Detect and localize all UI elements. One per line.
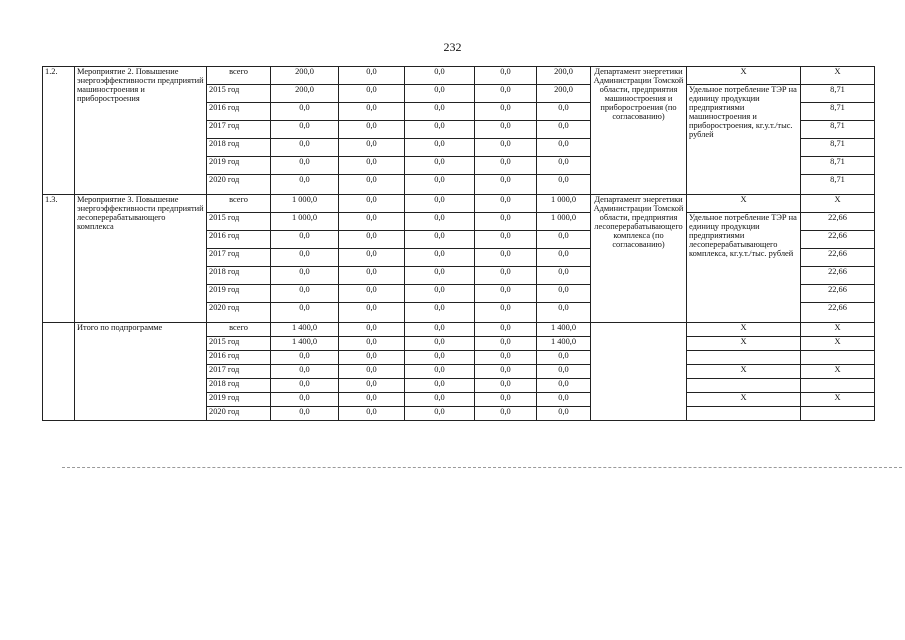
indicator-value: 22,66 (801, 303, 875, 323)
section-executor: Департамент энергетики Администрации Томской области, предприятия машиностроения и приборостроения (по согласованию) (591, 67, 687, 195)
amount-cell: 1 000,0 (271, 195, 339, 213)
period-cell: всего (207, 323, 271, 337)
amount-cell: 0,0 (537, 139, 591, 157)
amount-cell: 0,0 (475, 139, 537, 157)
amount-cell: 0,0 (339, 365, 405, 379)
amount-cell: 0,0 (405, 249, 475, 267)
indicator-value (801, 351, 875, 365)
footer-rule (62, 467, 902, 470)
section-index: 1.3. (43, 195, 75, 323)
amount-cell: 0,0 (475, 407, 537, 421)
table-row (43, 67, 875, 85)
indicator-mark (687, 379, 801, 393)
indicator-mark (687, 407, 801, 421)
section-description: Мероприятие 2. Повышение энергоэффективности предприятий машиностроения и приборостроения (75, 67, 207, 195)
amount-cell: 200,0 (537, 85, 591, 103)
period-cell: 2015 год (207, 85, 271, 103)
indicator-value: X (801, 365, 875, 379)
period-cell: 2019 год (207, 157, 271, 175)
amount-cell: 0,0 (271, 379, 339, 393)
indicator-mark: X (687, 323, 801, 337)
section-indicator: Удельное потребление ТЭР на единицу продукции предприятиями машиностроения и приборостроения, кг.у.т./тыс. рублей (687, 85, 801, 195)
indicator-value: X (801, 195, 875, 213)
period-cell: 2016 год (207, 103, 271, 121)
indicator-value: 8,71 (801, 85, 875, 103)
amount-cell: 0,0 (537, 285, 591, 303)
amount-cell: 0,0 (405, 351, 475, 365)
amount-cell: 1 000,0 (537, 213, 591, 231)
amount-cell: 0,0 (537, 365, 591, 379)
amount-cell: 0,0 (405, 103, 475, 121)
amount-cell: 0,0 (339, 175, 405, 195)
period-cell: 2019 год (207, 393, 271, 407)
period-cell: всего (207, 67, 271, 85)
page-number: 232 (443, 40, 462, 54)
amount-cell: 0,0 (405, 67, 475, 85)
amount-cell: 0,0 (405, 303, 475, 323)
indicator-value: 8,71 (801, 157, 875, 175)
amount-cell: 0,0 (339, 121, 405, 139)
indicator-value (801, 407, 875, 421)
amount-cell: 0,0 (405, 121, 475, 139)
period-cell: 2016 год (207, 351, 271, 365)
amount-cell: 0,0 (537, 303, 591, 323)
period-cell: 2016 год (207, 231, 271, 249)
amount-cell: 0,0 (271, 407, 339, 421)
amount-cell: 0,0 (339, 157, 405, 175)
amount-cell: 0,0 (405, 267, 475, 285)
amount-cell: 0,0 (271, 303, 339, 323)
indicator-mark: X (687, 195, 801, 213)
amount-cell: 0,0 (339, 103, 405, 121)
period-cell: 2020 год (207, 303, 271, 323)
period-cell: всего (207, 195, 271, 213)
amount-cell: 0,0 (339, 393, 405, 407)
section-executor: Департамент энергетики Администрации Томской области, предприятия лесоперерабатывающего комплекса (по согласованию) (591, 195, 687, 323)
indicator-value: 22,66 (801, 213, 875, 231)
amount-cell: 0,0 (475, 303, 537, 323)
period-cell: 2020 год (207, 407, 271, 421)
section-index: 1.2. (43, 67, 75, 195)
section-indicator: Удельное потребление ТЭР на единицу продукции предприятиями лесоперерабатывающего комплекса, кг.у.т./тыс. рублей (687, 213, 801, 323)
amount-cell: 0,0 (339, 351, 405, 365)
indicator-value: 22,66 (801, 285, 875, 303)
amount-cell: 0,0 (405, 231, 475, 249)
amount-cell: 0,0 (537, 231, 591, 249)
amount-cell: 0,0 (271, 175, 339, 195)
amount-cell: 0,0 (405, 407, 475, 421)
amount-cell: 0,0 (339, 303, 405, 323)
amount-cell: 0,0 (475, 175, 537, 195)
amount-cell: 200,0 (537, 67, 591, 85)
amount-cell: 0,0 (405, 85, 475, 103)
amount-cell: 0,0 (339, 213, 405, 231)
amount-cell: 0,0 (475, 365, 537, 379)
amount-cell: 0,0 (537, 103, 591, 121)
period-cell: 2019 год (207, 285, 271, 303)
period-cell: 2015 год (207, 337, 271, 351)
amount-cell: 0,0 (271, 157, 339, 175)
amount-cell: 0,0 (271, 249, 339, 267)
indicator-value: 8,71 (801, 103, 875, 121)
amount-cell: 0,0 (339, 323, 405, 337)
amount-cell: 0,0 (475, 157, 537, 175)
amount-cell: 0,0 (405, 323, 475, 337)
amount-cell: 0,0 (339, 231, 405, 249)
period-cell: 2017 год (207, 365, 271, 379)
indicator-mark: X (687, 365, 801, 379)
indicator-value: 22,66 (801, 249, 875, 267)
amount-cell: 0,0 (475, 379, 537, 393)
amount-cell: 0,0 (405, 157, 475, 175)
amount-cell: 1 400,0 (537, 323, 591, 337)
amount-cell: 0,0 (271, 285, 339, 303)
amount-cell: 0,0 (537, 379, 591, 393)
table-row (43, 195, 875, 213)
table-body (43, 67, 875, 421)
amount-cell: 0,0 (475, 323, 537, 337)
amount-cell: 0,0 (475, 67, 537, 85)
amount-cell: 0,0 (475, 351, 537, 365)
amount-cell: 0,0 (405, 393, 475, 407)
amount-cell: 0,0 (475, 213, 537, 231)
amount-cell: 0,0 (475, 121, 537, 139)
amount-cell: 0,0 (537, 249, 591, 267)
amount-cell: 0,0 (405, 379, 475, 393)
period-cell: 2015 год (207, 213, 271, 231)
table-row (43, 323, 875, 337)
period-cell: 2018 год (207, 267, 271, 285)
amount-cell: 0,0 (271, 365, 339, 379)
amount-cell: 1 400,0 (271, 323, 339, 337)
indicator-value: 22,66 (801, 231, 875, 249)
period-cell: 2017 год (207, 249, 271, 267)
indicator-mark: X (687, 67, 801, 85)
amount-cell: 0,0 (339, 267, 405, 285)
amount-cell: 0,0 (339, 67, 405, 85)
period-cell: 2018 год (207, 139, 271, 157)
amount-cell: 0,0 (475, 249, 537, 267)
amount-cell: 0,0 (339, 337, 405, 351)
indicator-value: 8,71 (801, 139, 875, 157)
amount-cell: 0,0 (475, 231, 537, 249)
amount-cell: 0,0 (405, 139, 475, 157)
amount-cell: 0,0 (405, 195, 475, 213)
amount-cell: 0,0 (537, 407, 591, 421)
amount-cell: 0,0 (475, 337, 537, 351)
amount-cell: 0,0 (475, 103, 537, 121)
indicator-value: 8,71 (801, 121, 875, 139)
amount-cell: 1 400,0 (537, 337, 591, 351)
indicator-value: X (801, 393, 875, 407)
amount-cell: 1 000,0 (537, 195, 591, 213)
indicator-value: 8,71 (801, 175, 875, 195)
total-index-blank (43, 323, 75, 421)
period-cell: 2017 год (207, 121, 271, 139)
amount-cell: 0,0 (271, 121, 339, 139)
amount-cell: 0,0 (339, 249, 405, 267)
total-executor-blank (591, 323, 687, 421)
amount-cell: 0,0 (339, 379, 405, 393)
amount-cell: 0,0 (339, 407, 405, 421)
period-cell: 2020 год (207, 175, 271, 195)
indicator-mark: X (687, 393, 801, 407)
amount-cell: 0,0 (537, 393, 591, 407)
amount-cell: 0,0 (537, 157, 591, 175)
amount-cell: 0,0 (475, 267, 537, 285)
section-description: Мероприятие 3. Повышение энергоэффективности предприятий лесоперерабатывающего комплекса (75, 195, 207, 323)
amount-cell: 0,0 (537, 267, 591, 285)
indicator-value (801, 379, 875, 393)
amount-cell: 0,0 (271, 351, 339, 365)
amount-cell: 0,0 (475, 85, 537, 103)
amount-cell: 0,0 (271, 393, 339, 407)
amount-cell: 0,0 (405, 365, 475, 379)
amount-cell: 0,0 (537, 351, 591, 365)
period-cell: 2018 год (207, 379, 271, 393)
indicator-value: X (801, 67, 875, 85)
amount-cell: 0,0 (537, 121, 591, 139)
amount-cell: 0,0 (405, 337, 475, 351)
indicator-value: X (801, 323, 875, 337)
amount-cell: 0,0 (271, 231, 339, 249)
amount-cell: 0,0 (405, 285, 475, 303)
indicator-value: 22,66 (801, 267, 875, 285)
amount-cell: 1 400,0 (271, 337, 339, 351)
amount-cell: 200,0 (271, 85, 339, 103)
amount-cell: 0,0 (475, 195, 537, 213)
indicator-mark (687, 351, 801, 365)
amount-cell: 0,0 (339, 85, 405, 103)
amount-cell: 0,0 (405, 213, 475, 231)
total-title: Итого по подпрограмме (75, 323, 207, 421)
amount-cell: 0,0 (339, 195, 405, 213)
amount-cell: 0,0 (405, 175, 475, 195)
amount-cell: 0,0 (271, 139, 339, 157)
budget-table (42, 66, 875, 421)
amount-cell: 1 000,0 (271, 213, 339, 231)
amount-cell: 0,0 (475, 393, 537, 407)
amount-cell: 0,0 (271, 103, 339, 121)
amount-cell: 0,0 (339, 285, 405, 303)
amount-cell: 200,0 (271, 67, 339, 85)
indicator-mark: X (687, 337, 801, 351)
indicator-value: X (801, 337, 875, 351)
amount-cell: 0,0 (475, 285, 537, 303)
amount-cell: 0,0 (339, 139, 405, 157)
amount-cell: 0,0 (537, 175, 591, 195)
amount-cell: 0,0 (271, 267, 339, 285)
